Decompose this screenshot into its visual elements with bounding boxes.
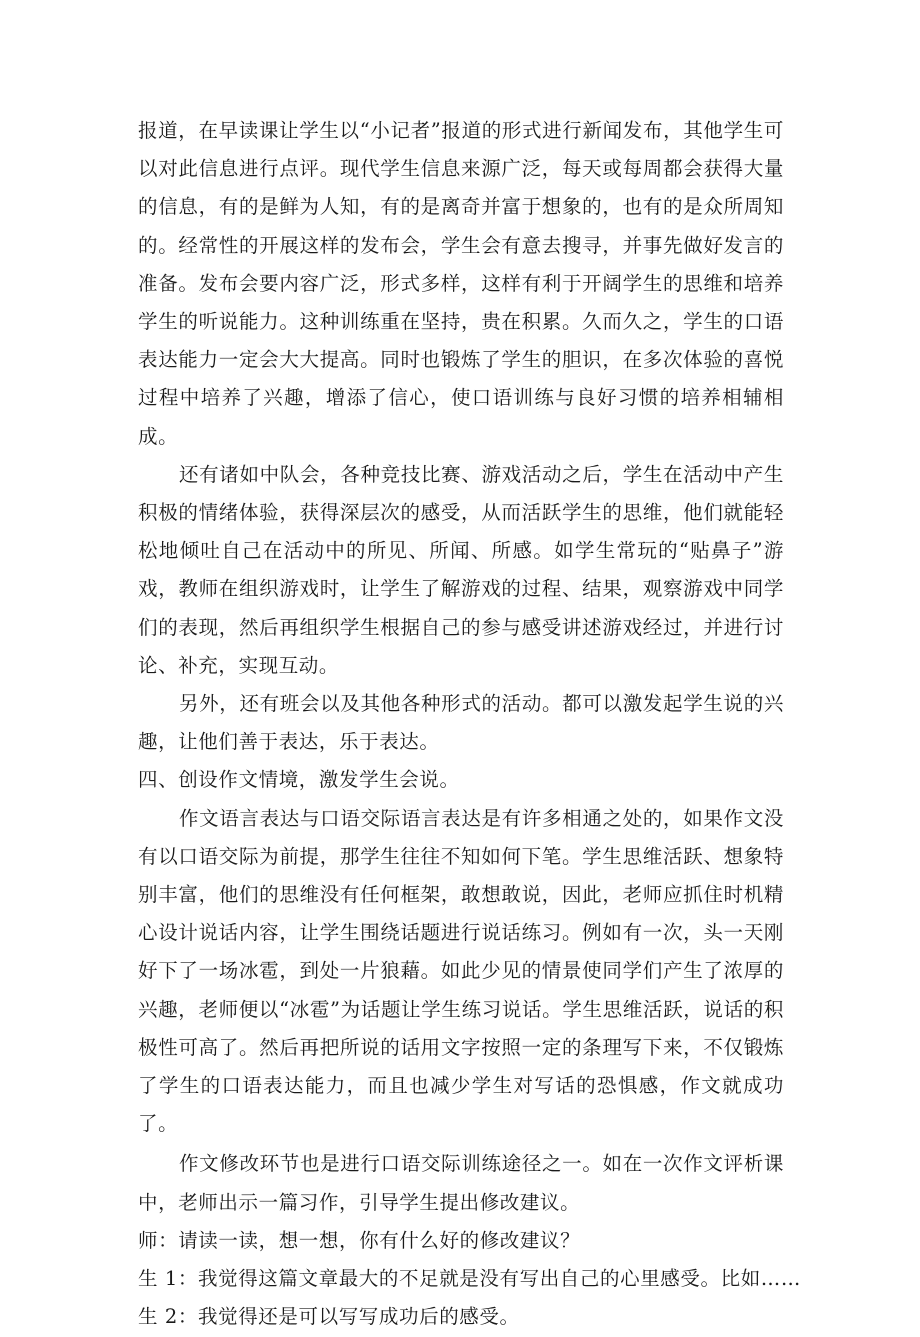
section-heading-four: 四、创设作文情境，激发学生会说。 — [138, 768, 460, 792]
paragraph-activities: 还有诸如中队会，各种竞技比赛、游戏活动之后，学生在活动中产生积极的情绪体验，获得深层次的感受，从而活跃学生的思维，他们就能轻松地倾吐自己在活动中的所见、所闻、所感。如学生常玩的“贴鼻子”游戏，教师在组织游戏时，让学生了解游戏的过程、结果，观察游戏中同学们的表现，然后再组织学生根据自己的参与感受讲述游戏经过，并进行讨论、补充，实现互动。 — [138, 462, 784, 677]
paragraph-writing-context: 作文语言表达与口语交际语言表达是有许多相通之处的，如果作文没有以口语交际为前提，那学生往往不知如何下笔。学生思维活跃、想象特别丰富，他们的思维没有任何框架，敢想敢说，因此，老师应抓住时机精心设计说话内容，让学生围绕话题进行说话练习。例如有一次，头一天刚好下了一场冰雹，到处一片狼藉。如此少见的情景使同学们产生了浓厚的兴趣，老师便以“冰雹”为话题让学生练习说话。学生思维活跃，说话的积极性可高了。然后再把所说的话用文字按照一定的条理写下来，不仅锻炼了学生的口语表达能力，而且也减少学生对写话的恐惧感，作文就成功了。 — [138, 806, 784, 1136]
dialogue-student-2: 生 2：我觉得还是可以写写成功后的感受。 — [138, 1305, 520, 1329]
dialogue-student-1: 生 1：我觉得这篇文章最大的不足就是没有写出自己的心里感受。比如…… — [138, 1267, 802, 1291]
paragraph-class-meetings: 另外，还有班会以及其他各种形式的活动。都可以激发起学生说的兴趣，让他们善于表达，乐于表达。 — [138, 692, 784, 754]
dialogue-teacher: 师：请读一读，想一想，你有什么好的修改建议？ — [138, 1228, 581, 1252]
document-body — [138, 112, 802, 1337]
paragraph-revision-stage: 作文修改环节也是进行口语交际训练途径之一。如在一次作文评析课中，老师出示一篇习作，引导学生提出修改建议。 — [138, 1152, 784, 1214]
paragraph-news-report: 报道，在早读课让学生以“小记者”报道的形式进行新闻发布，其他学生可以对此信息进行点评。现代学生信息来源广泛，每天或每周都会获得大量的信息，有的是鲜为人知，有的是离奇并富于想象的，也有的是众所周知的。经常性的开展这样的发布会，学生会有意去搜寻，并事先做好发言的准备。发布会要内容广泛，形式多样，这样有利于开阔学生的思维和培养学生的听说能力。这种训练重在坚持，贵在积累。久而久之，学生的口语表达能力一定会大大提高。同时也锻炼了学生的胆识，在多次体验的喜悦过程中培养了兴趣，增添了信心，使口语训练与良好习惯的培养相辅相成。 — [138, 119, 784, 448]
